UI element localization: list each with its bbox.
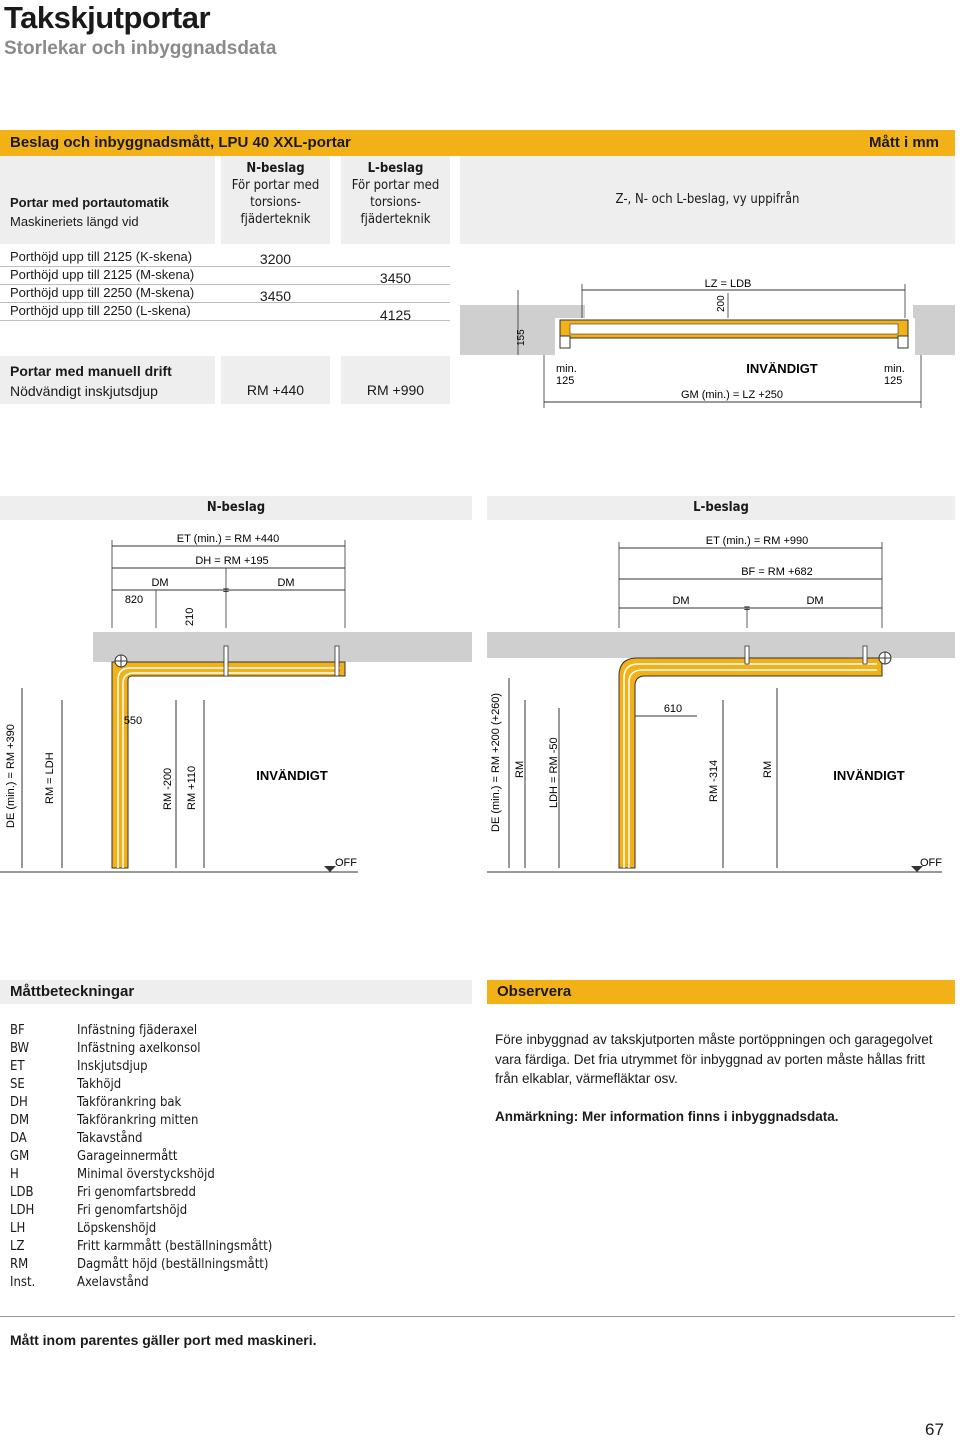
rm-label: RM [514,760,526,778]
dim-210-label: 210 [184,607,196,626]
rm110-label: RM +110 [186,765,198,810]
legend-item: LDH Fri genomfartshöjd [10,1203,188,1218]
unit-label: Mått i mm [868,134,939,151]
track-n [112,662,345,868]
n-beslag-diagram [0,528,472,900]
dim-200-label: 200 [716,295,727,312]
manual-row-label [0,356,215,404]
min-label-left: min. [556,363,577,375]
observe-note: Anmärkning: Mer information finns i inbyggnadsdata. [495,1109,839,1124]
header-cell-automation [0,156,215,244]
inside-label: INVÄNDIGT [833,768,905,783]
lz-label: LZ = LDB [704,278,752,290]
hanger [335,646,339,676]
ldh-label: LDH = RM -50 [548,737,560,808]
footer-divider [0,1316,955,1317]
n-value: 3200 [259,251,292,267]
de-label: DE (min.) = RM +200 (+260) [490,692,502,832]
track-l [619,658,882,868]
eq-label: = [743,603,751,615]
manual-n-value: RM +440 [221,356,330,404]
l-value: 3450 [379,270,412,286]
n-beslag-label: N-beslag [0,496,472,520]
door-inner [570,324,898,334]
header-l-desc: För portar med torsions-fjäderteknik [351,178,440,227]
bracket-right [898,336,908,348]
legend-item: BW Infästning axelkonsol [10,1041,201,1056]
top-view-diagram [460,250,955,410]
legend-item: H Minimal överstyckshöjd [10,1167,215,1182]
header-cell-l-beslag [341,156,450,244]
l-beslag-label: L-beslag [487,496,955,520]
section-header-bar [0,130,955,156]
legend-item: GM Garageinnermått [10,1149,178,1164]
observe-header: Observera [487,980,955,1004]
legend-header: Måttbeteckningar [0,980,472,1004]
et-label: ET (min.) = RM +440 [176,533,280,545]
legend-item: LDB Fri genomfartsbredd [10,1185,196,1200]
diagram-caption: Z-, N- och L-beslag, vy uppifrån [460,156,955,244]
row-label: Porthöjd upp till 2125 (M-skena) [10,267,195,282]
row-label: Porthöjd upp till 2125 (K-skena) [10,249,193,264]
hanger [745,646,749,664]
dim-550-label: 550 [123,715,143,727]
legend-list [10,1022,470,1302]
l-beslag-diagram [487,528,955,900]
legend-item: Inst. Axelavstånd [10,1275,149,1290]
header-automation-line2: Maskineriets längd vid [10,214,139,229]
legend-item: DH Takförankring bak [10,1095,182,1110]
dm-label-left: DM [672,595,690,607]
ceiling [93,632,472,662]
legend-item: DM Takförankring mitten [10,1113,199,1128]
hanger [224,646,228,676]
off-label: OFF [335,857,357,869]
header-cell-n-beslag [221,156,330,244]
section-title: Beslag och inbyggnadsmått, LPU 40 XXL-portar [10,134,351,151]
legend-item: RM Dagmått höjd (beställningsmått) [10,1257,269,1272]
legend-item: DA Takavstånd [10,1131,143,1146]
wall-right [913,305,955,355]
header-n-title: N-beslag [246,161,305,176]
row-label: Porthöjd upp till 2250 (M-skena) [10,285,195,300]
bracket-left [560,336,570,348]
min-label-right: min. [884,363,905,375]
l-value: 4125 [379,307,412,323]
dh-label: DH = RM +195 [195,555,269,567]
dim-155-label: 155 [516,329,527,346]
row-label: Porthöjd upp till 2250 (L-skena) [10,303,191,318]
dim-610-label: 610 [663,703,683,715]
legend-item: ET Inskjutsdjup [10,1059,148,1074]
legend-item: LH Löpskenshöjd [10,1221,157,1236]
off-label: OFF [920,857,942,869]
n-value: 3450 [259,288,292,304]
page-number: 67 [925,1420,944,1439]
dm-label-right: DM [277,577,295,589]
manual-line2: Nödvändigt inskjutsdjup [10,383,158,399]
min-value-right: 125 [884,375,903,387]
de-label: DE (min.) = RM +390 [5,724,17,828]
dm-label-right: DM [806,595,824,607]
footer-note: Mått inom parentes gäller port med maskineri. [10,1332,317,1348]
manual-l-value: RM +990 [341,356,450,404]
header-n-desc: För portar med torsions-fjäderteknik [231,178,320,227]
et-label: ET (min.) = RM +990 [705,535,809,547]
eq-label: = [222,585,230,597]
dm-label-left: DM [151,577,169,589]
observe-text: Före inbyggnad av takskjutporten måste portöppningen och garagegolvet vara färdiga. Det fria utrymmet för inbyggnad av porten måste hållas fritt från elkablar, värmefläktar osv. [495,1032,933,1086]
page-subtitle: Storlekar och inbyggnadsdata [4,38,277,59]
legend-item: BF Infästning fjäderaxel [10,1023,198,1038]
rm-label-2: RM [762,760,774,778]
inside-label: INVÄNDIGT [256,768,328,783]
page-title: Takskjutportar [4,0,211,35]
rm314-label: RM -314 [708,759,720,802]
manual-line1: Portar med manuell drift [10,363,172,379]
header-automation-line1: Portar med portautomatik [10,195,169,210]
bf-label: BF = RM +682 [741,566,813,578]
legend-item: SE Takhöjd [10,1077,122,1092]
legend-item: LZ Fritt karmmått (beställningsmått) [10,1239,273,1254]
inside-label: INVÄNDIGT [746,361,818,376]
rm200-label: RM -200 [162,767,174,810]
gm-label: GM (min.) = LZ +250 [680,389,784,401]
header-l-title: L-beslag [367,161,424,176]
dim-820-label: 820 [124,594,144,606]
hanger [863,646,867,664]
track-line [624,664,877,868]
rm-ldh-label: RM = LDH [44,752,56,804]
min-value-left: 125 [556,375,575,387]
